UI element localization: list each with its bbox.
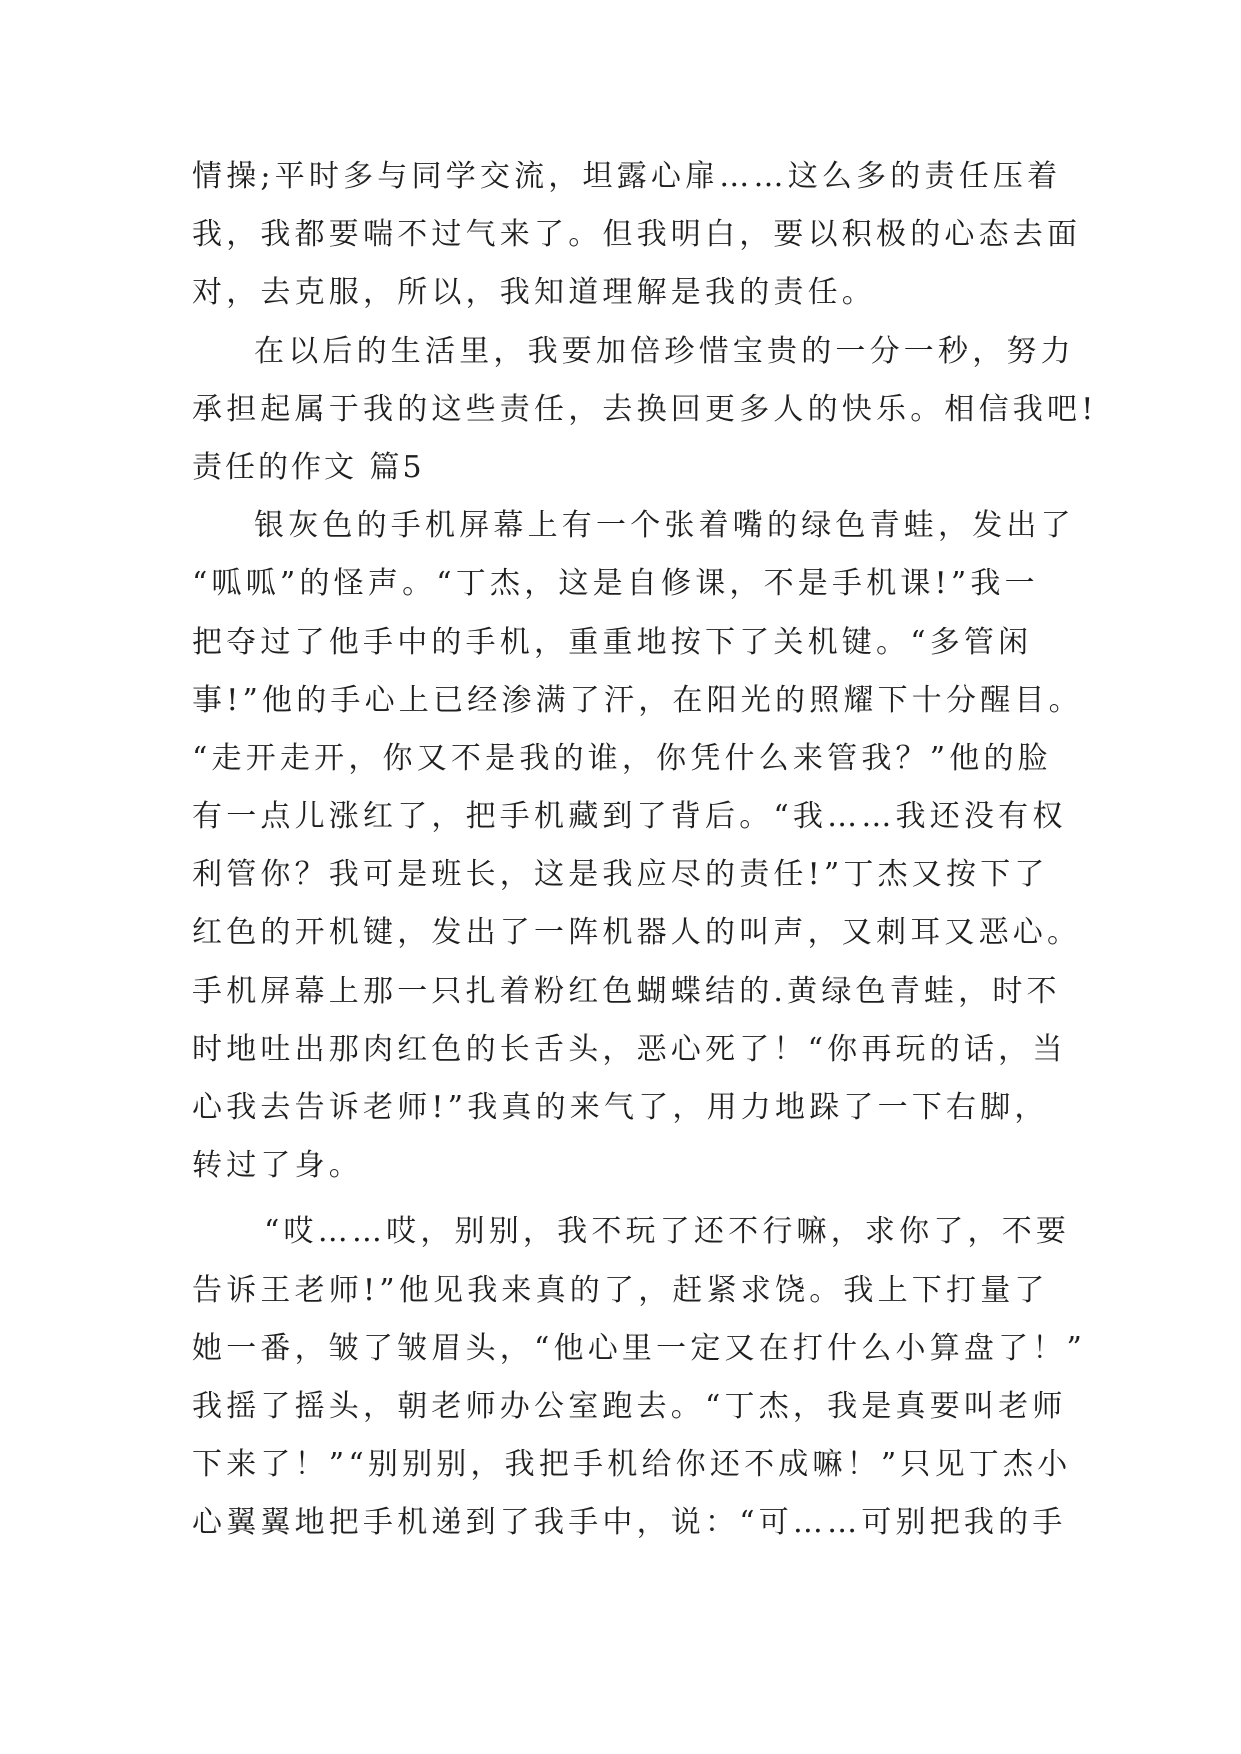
text-line-11: “走开走开，你又不是我的谁，你凭什么来管我？”他的脸: [192, 740, 1052, 776]
text-line-3: 对，去克服，所以，我知道理解是我的责任。: [192, 275, 876, 311]
document-body: [192, 148, 1098, 1553]
text-line-4: 在以后的生活里，我要加倍珍惜宝贵的一分一秒，努力: [254, 333, 1075, 369]
text-line-1: 情操;平时多与同学交流，坦露心扉……这么多的责任压着: [192, 159, 1062, 194]
text-line-19: “哎……哎，别别，我不玩了还不行嘛，求你了，不要: [264, 1214, 1071, 1250]
text-line-13: 利管你？我可是班长，这是我应尽的责任!”丁杰又按下了: [192, 857, 1049, 893]
text-line-2: 我，我都要喘不过气来了。但我明白，要以积极的心态去面: [192, 217, 1082, 253]
text-line-14: 红色的开机键，发出了一阵机器人的叫声，又刺耳又恶心。: [192, 915, 1082, 951]
text-line-5: 承担起属于我的这些责任，去换回更多人的快乐。相信我吧!: [192, 391, 1098, 427]
text-line-12: 有一点儿涨红了，把手机藏到了背后。“我……我还没有权: [192, 799, 1067, 835]
text-line-24: 心翼翼地把手机递到了我手中，说：“可……可别把我的手: [192, 1505, 1067, 1541]
text-line-10: 事!”他的手心上已经渗满了汗，在阳光的照耀下十分醒目。: [192, 682, 1083, 718]
text-line-16: 时地吐出那肉红色的长舌头，恶心死了！“你再玩的话，当: [192, 1031, 1067, 1067]
text-line-17: 心我去告诉老师!”我真的来气了，用力地跺了一下右脚，: [192, 1090, 1049, 1125]
text-line-9: 把夺过了他手中的手机，重重地按下了关机键。“多管闲: [192, 624, 1033, 660]
text-line-22: 我摇了摇头，朝老师办公室跑去。“丁杰，我是真要叫老师: [192, 1388, 1067, 1424]
text-line-21: 她一番，皱了皱眉头，“他心里一定又在打什么小算盘了！”: [192, 1330, 1087, 1366]
text-line-15: 手机屏幕上那一只扎着粉红色蝴蝶结的.黄绿色青蛙，时不: [192, 973, 1061, 1009]
text-line-7: 银灰色的手机屏幕上有一个张着嘴的绿色青蛙，发出了: [254, 508, 1075, 544]
text-line-23: 下来了！”“别别别，我把手机给你还不成嘛！”只见丁杰小: [192, 1447, 1072, 1483]
section-heading: 责任的作文 篇5: [192, 449, 425, 485]
text-line-20: 告诉王老师!”他见我来真的了，赶紧求饶。我上下打量了: [192, 1272, 1049, 1308]
text-line-18: 转过了身。: [192, 1148, 363, 1184]
text-line-8: “呱呱”的怪声。“丁杰，这是自修课，不是手机课!”我一: [192, 566, 1039, 602]
